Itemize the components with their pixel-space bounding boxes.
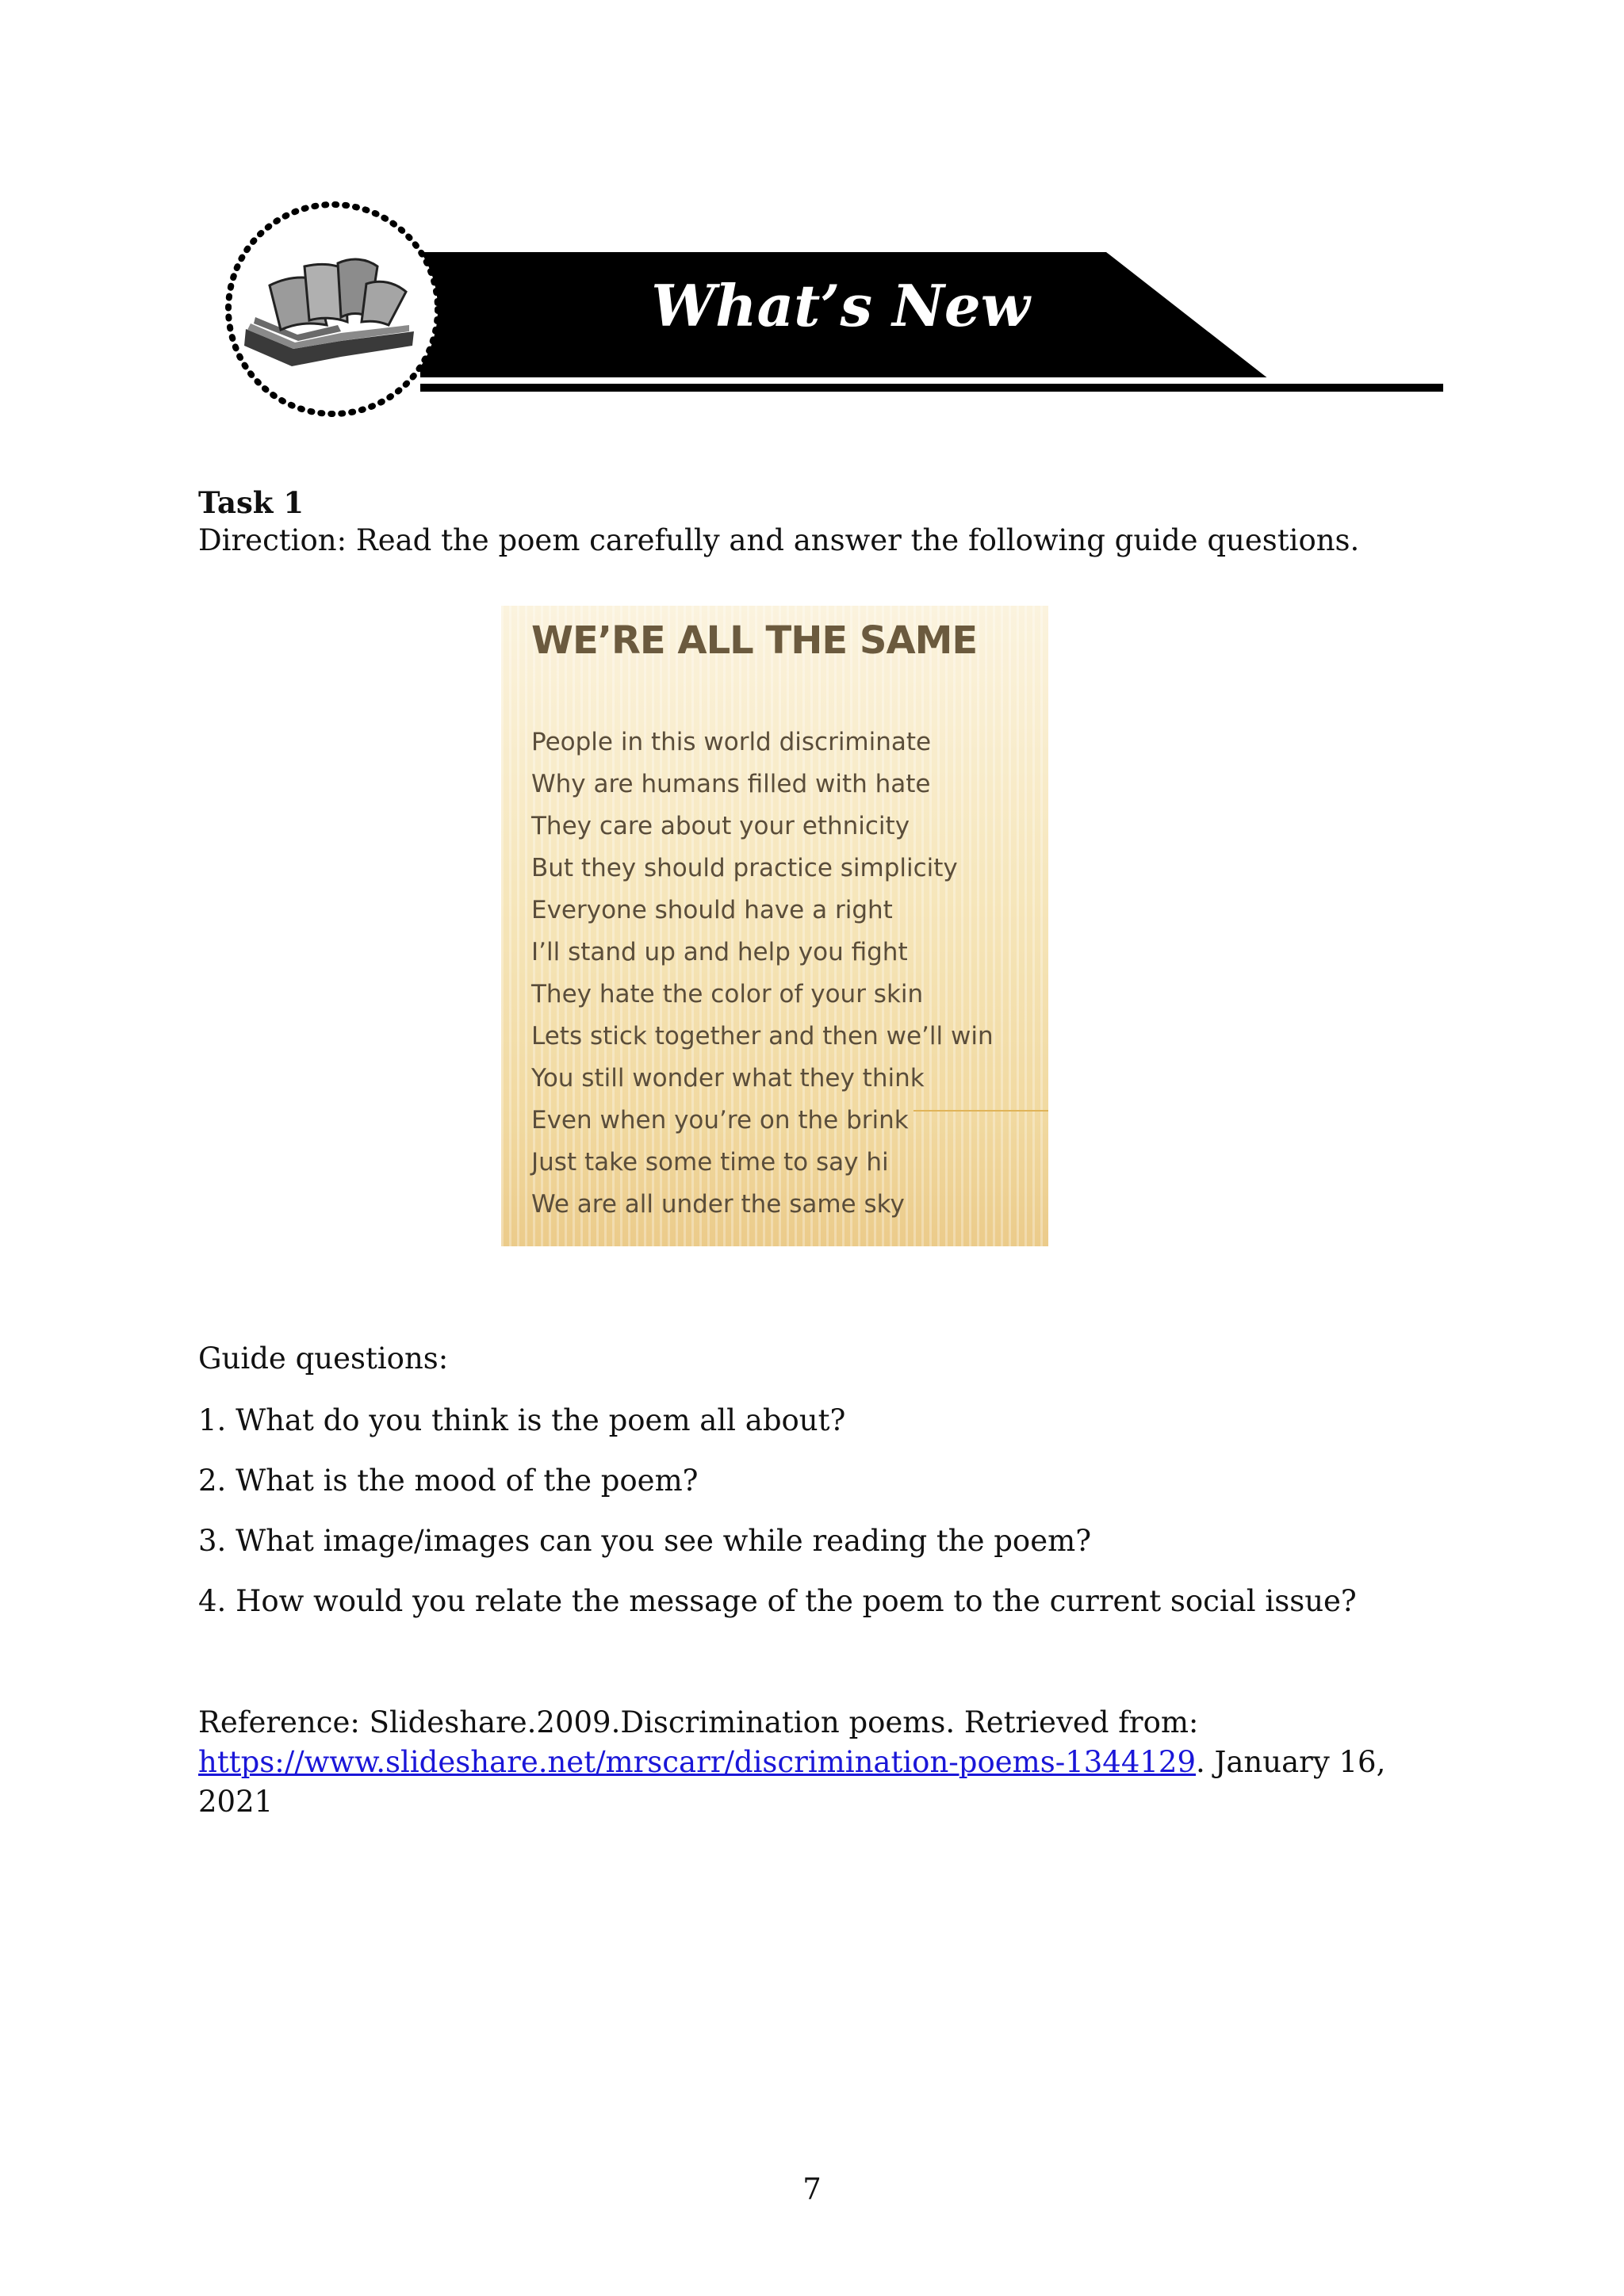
guide-question: 3. What image/images can you see while reading the poem? [198, 1524, 1092, 1558]
guide-questions-label: Guide questions: [198, 1341, 449, 1376]
page-number: 7 [802, 2172, 822, 2206]
poem-line: People in this world discriminate [531, 728, 932, 756]
guide-question: 4. How would you relate the message of the poem to the current social issue? [198, 1584, 1357, 1618]
task-heading: Task 1 [198, 485, 304, 520]
reference-prefix: Reference: Slideshare.2009.Discrimination poems. Retrieved from: [198, 1705, 1199, 1739]
poem-line: They hate the color of your skin [531, 980, 924, 1008]
poem-line: Lets stick together and then we’ll win [531, 1022, 994, 1050]
task-direction: Direction: Read the poem carefully and answer the following guide questions. [198, 523, 1360, 557]
whats-new-banner [222, 190, 1443, 428]
poem-line: We are all under the same sky [531, 1190, 905, 1219]
poem-line: Why are humans filled with hate [531, 770, 931, 798]
guide-questions-list [198, 1403, 1357, 1644]
poem-line: Even when you’re on the brink [531, 1106, 909, 1135]
reference-suffix: . January 16, 2021 [198, 1745, 1386, 1819]
decorative-rule [914, 1110, 1048, 1112]
poem-line: I’ll stand up and help you fight [531, 938, 908, 966]
poem-card [501, 606, 1048, 1246]
poem-lines [531, 721, 994, 1226]
reference-link[interactable]: https://www.slideshare.net/mrscarr/discrimination-poems-1344129 [198, 1745, 1196, 1779]
poem-line: Everyone should have a right [531, 896, 893, 924]
poem-title: WE’RE ALL THE SAME [531, 618, 978, 663]
guide-question: 1. What do you think is the poem all about? [198, 1403, 846, 1437]
poem-line: Just take some time to say hi [531, 1148, 889, 1177]
reference [198, 1703, 1451, 1822]
guide-question: 2. What is the mood of the poem? [198, 1464, 699, 1498]
poem-line: They care about your ethnicity [531, 812, 910, 840]
poem-line: You still wonder what they think [531, 1064, 925, 1093]
poem-line: But they should practice simplicity [531, 854, 958, 882]
section-title: What’s New [651, 272, 1030, 339]
